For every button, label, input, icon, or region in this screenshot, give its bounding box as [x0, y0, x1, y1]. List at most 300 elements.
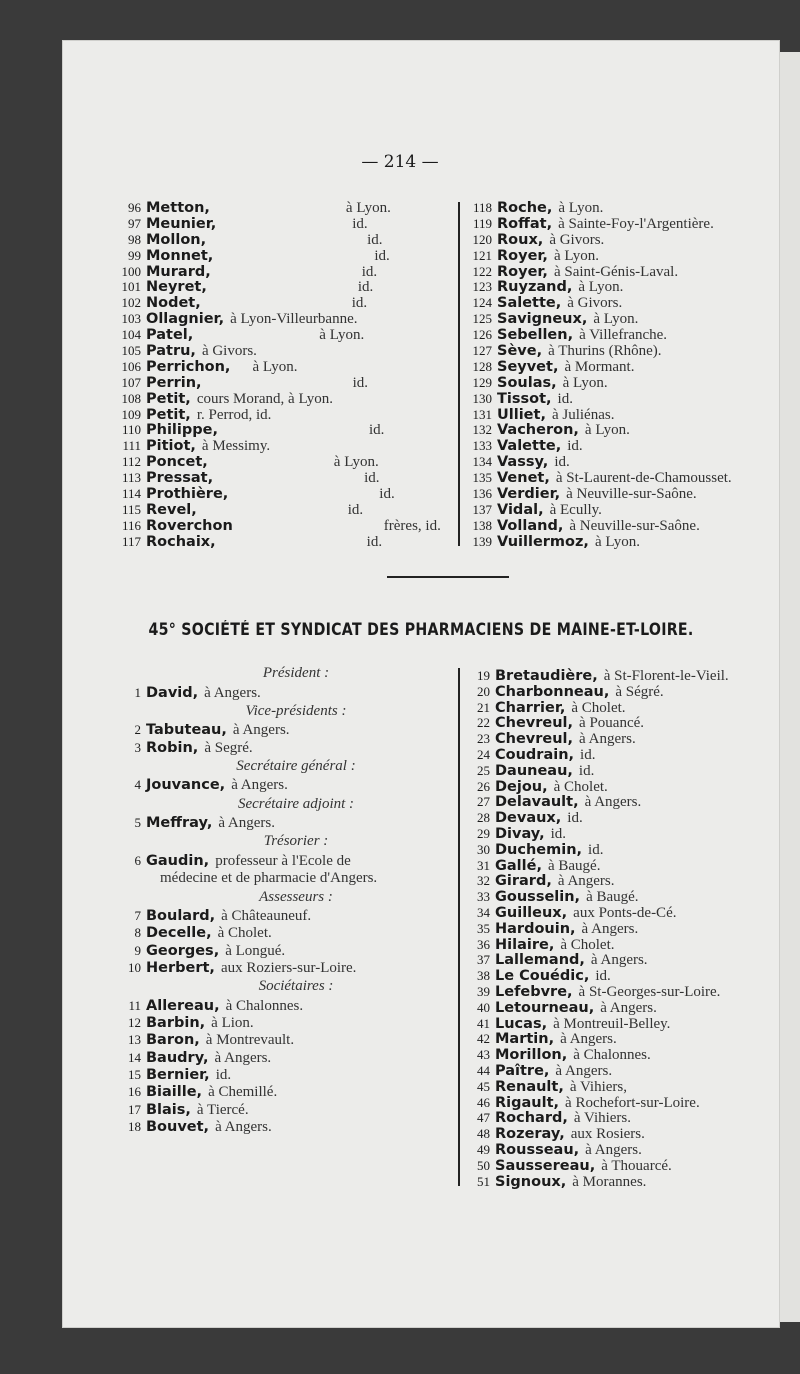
member-entry	[477, 857, 779, 874]
member-number: 20	[477, 683, 490, 699]
member-name: Delavault,	[495, 794, 579, 811]
member-location: à Mormant.	[564, 358, 635, 375]
member-number: 28	[477, 810, 490, 826]
member-number: 48	[477, 1126, 490, 1142]
member-number: 96	[128, 200, 141, 215]
member-number: 30	[477, 841, 490, 857]
member-entry	[472, 501, 777, 518]
member-location: id.	[351, 295, 368, 312]
member-name: Charrier,	[495, 699, 566, 716]
member-entry	[477, 873, 779, 890]
member-number: 13	[128, 1032, 141, 1048]
member-number: 3	[134, 739, 141, 755]
member-location: id.	[550, 825, 567, 842]
member-number: 132	[472, 422, 492, 438]
member-name: Patru,	[146, 343, 196, 360]
member-name: Hilaire,	[495, 936, 555, 953]
member-location: id.	[580, 746, 596, 763]
member-entry	[472, 200, 777, 216]
member-entry	[477, 746, 779, 763]
member-entry	[128, 1101, 446, 1118]
member-entry	[472, 470, 777, 487]
member-location: à Châteauneuf.	[221, 908, 312, 925]
member-number: 121	[472, 247, 492, 263]
member-location: à Chemillé.	[208, 1084, 278, 1101]
member-location: à Sainte-Foy-l'Argentière.	[558, 215, 714, 232]
member-name: Gousselin,	[495, 889, 581, 906]
member-location: à Angers.	[585, 1141, 642, 1158]
role-heading: Assesseurs :	[259, 888, 333, 905]
member-location: à Ecully.	[549, 501, 602, 518]
member-entry	[477, 715, 779, 732]
member-name: Lefebvre,	[495, 983, 573, 1000]
member-name: Renault,	[495, 1078, 564, 1095]
member-entry	[134, 924, 446, 942]
member-entry	[477, 1078, 779, 1095]
member-name: Salette,	[497, 295, 562, 312]
member-location: id.	[595, 968, 611, 985]
member-number: 50	[477, 1157, 490, 1173]
member-entry	[121, 470, 446, 487]
member-number: 108	[121, 390, 141, 406]
member-entry	[128, 1118, 446, 1135]
member-name: Letourneau,	[495, 999, 595, 1016]
member-location: à Angers.	[232, 722, 290, 739]
member-entry	[477, 841, 779, 858]
member-list-right-bottom	[477, 668, 779, 1190]
member-number: 22	[477, 715, 490, 731]
member-location: à Angers.	[555, 1062, 613, 1079]
member-number: 125	[472, 311, 492, 327]
member-entry	[472, 486, 777, 503]
member-location: à Cholet.	[553, 778, 608, 795]
member-number: 123	[472, 279, 492, 295]
member-entry	[472, 358, 777, 375]
member-location: à Angers.	[557, 873, 615, 890]
member-location: à Vihiers,	[569, 1078, 627, 1095]
member-number: 9	[134, 942, 141, 958]
member-name: Ruyzand,	[497, 279, 573, 296]
member-entry	[472, 454, 777, 471]
member-entry	[121, 358, 446, 375]
member-entry	[472, 263, 777, 280]
member-entry	[477, 1031, 779, 1048]
member-name: Bretaudière,	[495, 668, 598, 684]
member-location: à Lyon.	[594, 533, 640, 550]
member-number: 122	[472, 263, 492, 279]
member-number: 15	[128, 1066, 141, 1082]
member-name: Signoux,	[495, 1173, 567, 1190]
member-number: 119	[472, 215, 492, 231]
member-name: David,	[146, 684, 199, 701]
member-location: à St-Georges-sur-Loire.	[578, 983, 721, 1000]
member-entry	[128, 1014, 446, 1032]
role-heading: Sociétaires :	[258, 978, 334, 995]
member-number: 115	[121, 501, 141, 517]
member-entry	[477, 794, 779, 811]
member-location: à Lion.	[211, 1015, 254, 1032]
member-name: Prothière,	[146, 486, 229, 503]
member-number: 110	[121, 422, 141, 438]
member-number: 5	[134, 815, 141, 831]
member-name: Poncet,	[146, 454, 208, 471]
member-name: Tabuteau,	[146, 722, 227, 739]
member-number: 43	[477, 1047, 490, 1063]
member-name: Robin,	[146, 739, 199, 756]
member-entry	[472, 311, 777, 328]
member-name: Charbonneau,	[495, 683, 610, 700]
member-name: Decelle,	[146, 925, 212, 942]
member-location: à Angers.	[600, 999, 657, 1016]
member-location: à Angers.	[214, 1049, 272, 1066]
member-entry	[472, 295, 777, 312]
member-number: 32	[477, 873, 490, 889]
member-entry	[134, 721, 446, 739]
member-number: 118	[472, 200, 492, 215]
member-location: à Ségré.	[615, 683, 664, 700]
section-title: 45° SOCIÉTÉ ET SYNDICAT DES PHARMACIENS DE MAINE-ET-LOIRE.	[148, 620, 694, 639]
member-location: à Lyon.	[562, 374, 608, 391]
member-number: 2	[134, 722, 141, 738]
member-name: Revel,	[146, 501, 197, 518]
member-name: Royer,	[497, 247, 548, 264]
role-heading: Trésorier :	[263, 833, 329, 850]
member-number: 24	[477, 746, 490, 762]
member-location: id.	[374, 247, 390, 264]
member-name: Chevreul,	[495, 731, 574, 748]
member-location: à Angers.	[590, 952, 648, 969]
member-name: Volland,	[497, 517, 564, 534]
member-name: Nodet,	[146, 295, 201, 312]
column-divider-bottom	[458, 668, 460, 1186]
role-heading: Secrétaire adjoint :	[237, 795, 355, 812]
member-location: à Givors.	[201, 343, 257, 360]
member-location: à Tiercé.	[196, 1101, 249, 1118]
member-location: à Vihiers.	[573, 1110, 632, 1127]
member-entry	[477, 699, 779, 716]
member-location: à Longué.	[225, 942, 286, 959]
member-number: 136	[472, 486, 492, 502]
member-location: à Neuville-sur-Saône.	[566, 486, 697, 503]
member-entry	[477, 889, 779, 906]
member-number: 42	[477, 1031, 490, 1047]
member-name: Barbin,	[146, 1015, 206, 1032]
member-name: Roffat,	[497, 215, 553, 232]
member-name: Sève,	[497, 343, 543, 360]
member-location: à Chalonnes.	[225, 997, 304, 1014]
member-number: 40	[477, 999, 490, 1015]
member-entry	[128, 1049, 446, 1066]
member-location: id.	[357, 279, 374, 296]
member-entry	[472, 327, 777, 344]
member-name: Royer,	[497, 263, 548, 280]
member-number: 1	[134, 684, 141, 700]
member-entry	[477, 1141, 779, 1158]
member-number: 46	[477, 1094, 490, 1110]
member-number: 103	[121, 311, 141, 327]
member-number: 106	[121, 358, 141, 374]
member-entry	[134, 684, 446, 701]
member-entry	[477, 1047, 779, 1064]
member-location: id.	[367, 231, 383, 248]
member-number: 104	[121, 327, 141, 343]
member-name: Petit,	[146, 406, 191, 423]
member-number: 131	[472, 406, 492, 422]
member-name: Dauneau,	[495, 762, 573, 779]
member-location: à St-Laurent-de-Chamousset.	[555, 470, 732, 487]
member-entry	[477, 983, 779, 1000]
member-name: Saussereau,	[495, 1157, 596, 1174]
member-location: à Neuville-sur-Saône.	[569, 517, 700, 534]
member-location: à Saint-Génis-Laval.	[553, 263, 679, 280]
member-entry	[128, 1083, 446, 1101]
member-entry	[472, 422, 777, 439]
member-location: id.	[361, 263, 378, 280]
member-location: id.	[368, 422, 385, 439]
member-location: professeur à l'Ecole de	[215, 852, 351, 869]
member-name: Rozeray,	[495, 1126, 565, 1143]
member-name: Biaille,	[146, 1084, 203, 1101]
column-divider-top	[458, 202, 460, 546]
member-name: Herbert,	[146, 959, 215, 976]
member-entry	[121, 517, 446, 534]
member-location: id.	[567, 438, 583, 455]
member-entry	[477, 952, 779, 969]
member-name: Perrin,	[146, 374, 202, 391]
member-entry	[134, 852, 446, 869]
member-entry	[477, 936, 779, 953]
member-entry	[134, 814, 446, 832]
member-entry	[121, 327, 446, 344]
member-name: Lucas,	[495, 1015, 548, 1032]
member-location: à Segré.	[204, 739, 253, 756]
entry-continuation-text: médecine et de pharmacie d'Angers.	[160, 870, 378, 887]
member-number: 17	[128, 1101, 141, 1117]
member-location: à Lyon.	[553, 247, 599, 264]
member-number: 130	[472, 390, 492, 406]
member-name: Chevreul,	[495, 715, 574, 732]
member-location: à Givors.	[549, 231, 605, 248]
member-entry	[472, 279, 777, 296]
member-name: Rochaix,	[146, 533, 216, 550]
member-name: Jouvance,	[146, 777, 226, 794]
member-number: 23	[477, 731, 490, 747]
member-name: Sebellen,	[497, 327, 574, 344]
member-entry	[121, 533, 446, 550]
member-name: Valette,	[497, 438, 562, 455]
member-entry	[128, 959, 446, 976]
member-entry	[477, 778, 779, 795]
member-name: Vassy,	[497, 454, 549, 471]
member-number: 100	[121, 263, 141, 279]
member-location: aux Roziers-sur-Loire.	[220, 959, 357, 976]
member-entry	[472, 215, 777, 232]
member-entry	[134, 942, 446, 959]
member-name: Gallé,	[495, 857, 542, 874]
member-name: Monnet,	[146, 247, 214, 264]
member-entry	[128, 1066, 446, 1083]
member-name: Metton,	[146, 200, 210, 216]
member-entry	[121, 454, 446, 471]
adjacent-page-edge	[780, 52, 800, 1322]
member-name: Soulas,	[497, 374, 557, 391]
member-location: r. Perrod, id.	[196, 406, 272, 423]
member-location: à Lyon.	[558, 200, 604, 216]
member-location: id.	[215, 1066, 232, 1083]
member-name: Meffray,	[146, 815, 213, 832]
member-name: Divay,	[495, 825, 545, 842]
member-name: Patel,	[146, 327, 194, 344]
member-name: Blais,	[146, 1101, 191, 1118]
member-name: Morillon,	[495, 1047, 568, 1064]
member-location: à Lyon.	[593, 311, 639, 328]
member-entry	[121, 390, 446, 407]
member-location: id.	[347, 501, 364, 518]
member-number: 97	[128, 215, 141, 231]
member-location: à Montrevault.	[205, 1032, 295, 1049]
member-name: Venet,	[497, 470, 550, 487]
member-entry	[472, 247, 777, 264]
member-number: 14	[128, 1049, 141, 1065]
member-location: à Angers.	[231, 777, 288, 794]
member-number: 16	[128, 1084, 141, 1100]
role-heading: Secrétaire général :	[236, 757, 356, 774]
member-location: à Angers.	[560, 1031, 617, 1048]
member-number: 138	[472, 517, 492, 533]
member-name: Petit,	[146, 390, 191, 407]
member-name: Roux,	[497, 231, 544, 248]
member-entry	[477, 683, 779, 700]
member-location: à Angers.	[581, 920, 639, 937]
member-number: 101	[121, 279, 141, 295]
member-entry	[121, 279, 446, 296]
member-location: aux Rosiers.	[570, 1126, 645, 1143]
member-entry	[472, 517, 777, 534]
role-heading: Président :	[262, 665, 330, 681]
member-number: 26	[477, 778, 490, 794]
member-entry	[477, 762, 779, 779]
member-location: à Cholet.	[560, 936, 615, 953]
member-number: 31	[477, 857, 490, 873]
member-number: 109	[121, 406, 141, 422]
member-location: à Lyon.	[584, 422, 630, 439]
member-entry	[477, 1126, 779, 1143]
member-location: à Lyon.	[319, 327, 365, 344]
member-name: Perrichon,	[146, 358, 231, 375]
member-name: Paître,	[495, 1062, 550, 1079]
member-location: à Juliénas.	[551, 406, 615, 423]
member-entry	[122, 438, 446, 455]
member-location: à Lyon.	[333, 454, 379, 471]
member-number: 29	[477, 825, 490, 841]
member-entry	[128, 1031, 446, 1049]
member-entry	[128, 200, 446, 216]
member-number: 6	[134, 852, 141, 868]
member-entry	[472, 406, 777, 423]
member-number: 112	[121, 454, 141, 470]
member-location: aux Ponts-de-Cé.	[573, 904, 677, 921]
member-number: 129	[472, 374, 492, 390]
member-number: 11	[128, 997, 141, 1013]
member-entry	[121, 374, 446, 391]
member-number: 33	[477, 889, 490, 905]
member-entry	[477, 968, 779, 985]
member-number: 25	[477, 762, 490, 778]
member-location: à Baugé.	[586, 889, 639, 906]
member-name: Vuillermoz,	[497, 533, 589, 550]
member-name: Guilleux,	[495, 904, 568, 921]
member-entry	[134, 907, 446, 925]
member-number: 139	[472, 533, 492, 549]
member-entry	[128, 231, 446, 248]
member-location: à Thouarcé.	[601, 1157, 672, 1174]
member-name: Dejou,	[495, 778, 548, 795]
member-entry	[477, 920, 779, 937]
member-number: 39	[477, 983, 490, 999]
member-location: à Pouancé.	[579, 715, 645, 732]
role-heading: Vice-présidents :	[245, 702, 347, 719]
member-list-left-bottom	[128, 663, 446, 1135]
member-name: Vacheron,	[497, 422, 579, 439]
member-name: Mollon,	[146, 231, 207, 248]
member-name: Murard,	[146, 263, 211, 280]
member-location: id.	[352, 374, 368, 391]
member-name: Philippe,	[146, 422, 218, 439]
member-number: 47	[477, 1110, 490, 1126]
member-name: Devaux,	[495, 810, 562, 827]
member-entry	[121, 343, 446, 360]
member-location: à Angers.	[584, 794, 642, 811]
member-entry	[121, 406, 446, 423]
member-entry	[477, 1062, 779, 1079]
member-name: Verdier,	[497, 486, 561, 503]
member-entry	[477, 904, 779, 921]
member-number: 4	[134, 777, 141, 793]
member-number: 27	[477, 794, 490, 810]
member-number: 127	[472, 343, 492, 359]
member-name: Gaudin,	[146, 852, 210, 869]
member-location: à Lyon.	[578, 279, 624, 296]
member-number: 98	[128, 231, 141, 247]
member-location: frères, id.	[383, 517, 441, 534]
member-number: 117	[121, 533, 141, 549]
member-entry	[477, 999, 779, 1016]
member-entry	[477, 1173, 779, 1190]
member-location: à Lyon.	[345, 200, 391, 216]
member-name: Rigault,	[495, 1094, 560, 1111]
member-location: à Thurins (Rhône).	[548, 343, 662, 360]
member-number: 37	[477, 952, 490, 968]
member-number: 105	[121, 343, 141, 359]
member-entry	[472, 390, 777, 407]
member-entry	[477, 810, 779, 827]
member-number: 8	[134, 925, 141, 941]
member-entry	[121, 263, 446, 280]
member-number: 21	[477, 699, 490, 715]
member-entry	[128, 997, 446, 1014]
member-entry	[472, 374, 777, 391]
member-number: 107	[121, 374, 141, 390]
member-number: 35	[477, 920, 490, 936]
member-location: id.	[366, 533, 383, 550]
member-entry	[472, 438, 777, 455]
member-location: id.	[554, 454, 570, 471]
member-location: à Cholet.	[571, 699, 626, 716]
member-entry	[472, 533, 777, 550]
member-name: Pitiot,	[146, 438, 196, 455]
member-location: à Chalonnes.	[573, 1047, 651, 1064]
member-location: id.	[567, 810, 583, 827]
